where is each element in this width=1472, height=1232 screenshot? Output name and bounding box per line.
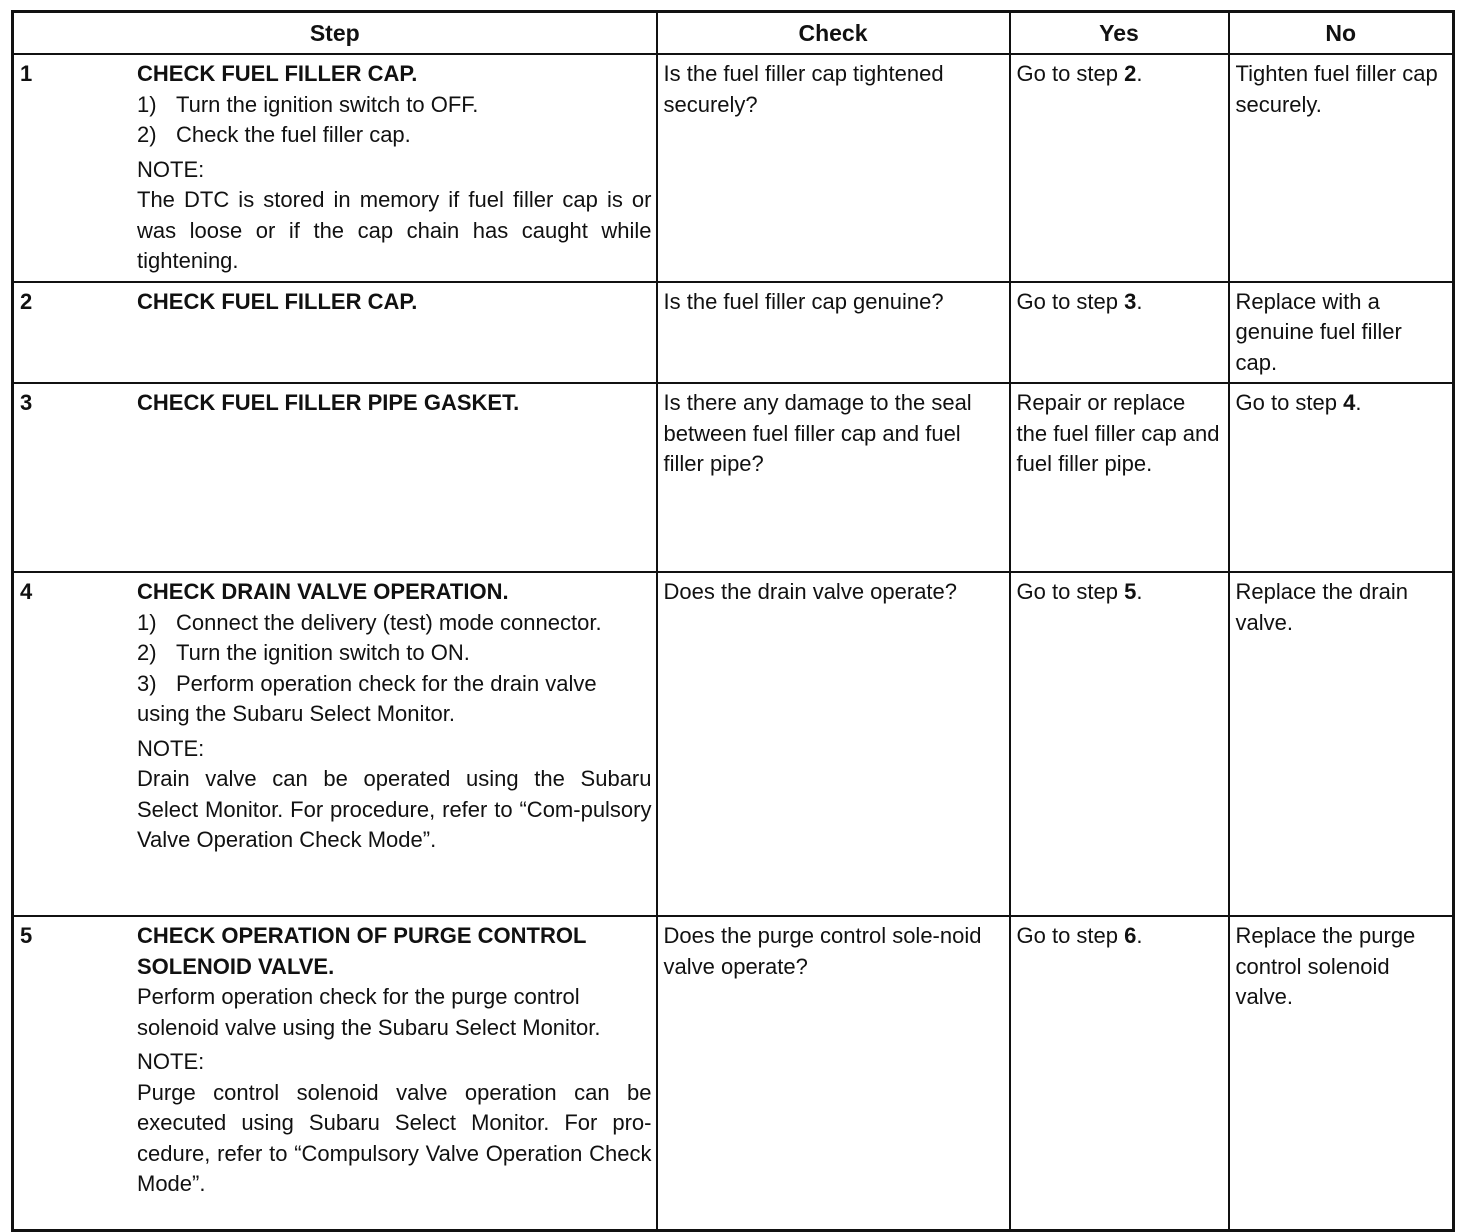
substep: 3) Perform operation check for the drain valve using the Subaru Select Monitor.: [137, 670, 597, 726]
table-row: [13, 54, 1454, 282]
substep: 2) Check the fuel filler cap.: [137, 122, 411, 147]
step-number: 4: [20, 579, 33, 604]
step-cell: [13, 282, 657, 384]
check-cell: Does the purge control sole-noid valve operate?: [657, 916, 1010, 1230]
no-cell: Go to step 4.: [1229, 383, 1454, 572]
table-row: [13, 572, 1454, 916]
header-check: Check: [657, 12, 1010, 55]
step-cell: [13, 572, 657, 916]
note-text: The DTC is stored in memory if fuel filler cap is or was loose or if the cap chain has caught while tightening.: [137, 187, 652, 273]
note-text: Purge control solenoid valve operation can be executed using Subaru Select Monitor. For pro-cedure, refer to “Compulsory Valve Operation Check Mode”.: [137, 1079, 652, 1196]
step-title: CHECK DRAIN VALVE OPERATION.: [137, 579, 509, 604]
yes-cell: Repair or replace the fuel filler cap and fuel filler pipe.: [1010, 383, 1229, 572]
step-number: 5: [20, 923, 33, 948]
check-cell: Is the fuel filler cap tightened securely?: [657, 54, 1010, 282]
table-row: [13, 383, 1454, 572]
step-number: 2: [20, 288, 33, 314]
yes-cell: Go to step 3.: [1010, 282, 1229, 384]
step-number: 3: [20, 390, 33, 415]
check-cell: Is the fuel filler cap genuine?: [657, 282, 1010, 384]
yes-cell: Go to step 5.: [1010, 572, 1229, 916]
check-cell: Is there any damage to the seal between fuel filler cap and fuel filler pipe?: [657, 383, 1010, 572]
step-reference: 6: [1124, 923, 1137, 948]
no-cell: Tighten fuel filler cap securely.: [1229, 54, 1454, 282]
header-step: Step: [13, 12, 657, 55]
note-label: NOTE:: [137, 735, 205, 761]
step-cell: [13, 54, 657, 282]
table-row: [13, 282, 1454, 384]
note-label: NOTE:: [137, 156, 205, 182]
header-no: No: [1229, 12, 1454, 55]
header-row: [13, 12, 1454, 55]
step-title: CHECK OPERATION OF PURGE CONTROL SOLENOID VALVE.: [137, 923, 586, 979]
no-cell: Replace with a genuine fuel filler cap.: [1229, 282, 1454, 384]
yes-cell: Go to step 6.: [1010, 916, 1229, 1230]
no-cell: Replace the purge control solenoid valve.: [1229, 916, 1454, 1230]
note-text: Drain valve can be operated using the Subaru Select Monitor. For procedure, refer to “Com-pulsory Valve Operation Check Mode”.: [137, 766, 652, 852]
step-title: CHECK FUEL FILLER CAP.: [137, 288, 418, 314]
step-reference: 5: [1124, 579, 1137, 604]
check-cell: Does the drain valve operate?: [657, 572, 1010, 916]
yes-cell: Go to step 2.: [1010, 54, 1229, 282]
step-title: CHECK FUEL FILLER PIPE GASKET.: [137, 390, 520, 415]
diagnostic-table: [11, 10, 1455, 1232]
step-cell: [13, 916, 657, 1230]
step-reference: 3: [1124, 288, 1137, 314]
step-cell: [13, 383, 657, 572]
step-number: 1: [20, 61, 33, 86]
table-row: [13, 916, 1454, 1230]
step-reference: 4: [1343, 390, 1356, 415]
step-reference: 2: [1124, 61, 1137, 86]
substep: 2) Turn the ignition switch to ON.: [137, 640, 470, 665]
step-body: Perform operation check for the purge control solenoid valve using the Subaru Select Monitor.: [137, 984, 601, 1040]
note-label: NOTE:: [137, 1049, 205, 1074]
header-yes: Yes: [1010, 12, 1229, 55]
substep: 1) Connect the delivery (test) mode connector.: [137, 609, 602, 635]
substep: 1) Turn the ignition switch to OFF.: [137, 91, 479, 117]
no-cell: Replace the drain valve.: [1229, 572, 1454, 916]
step-title: CHECK FUEL FILLER CAP.: [137, 61, 418, 86]
